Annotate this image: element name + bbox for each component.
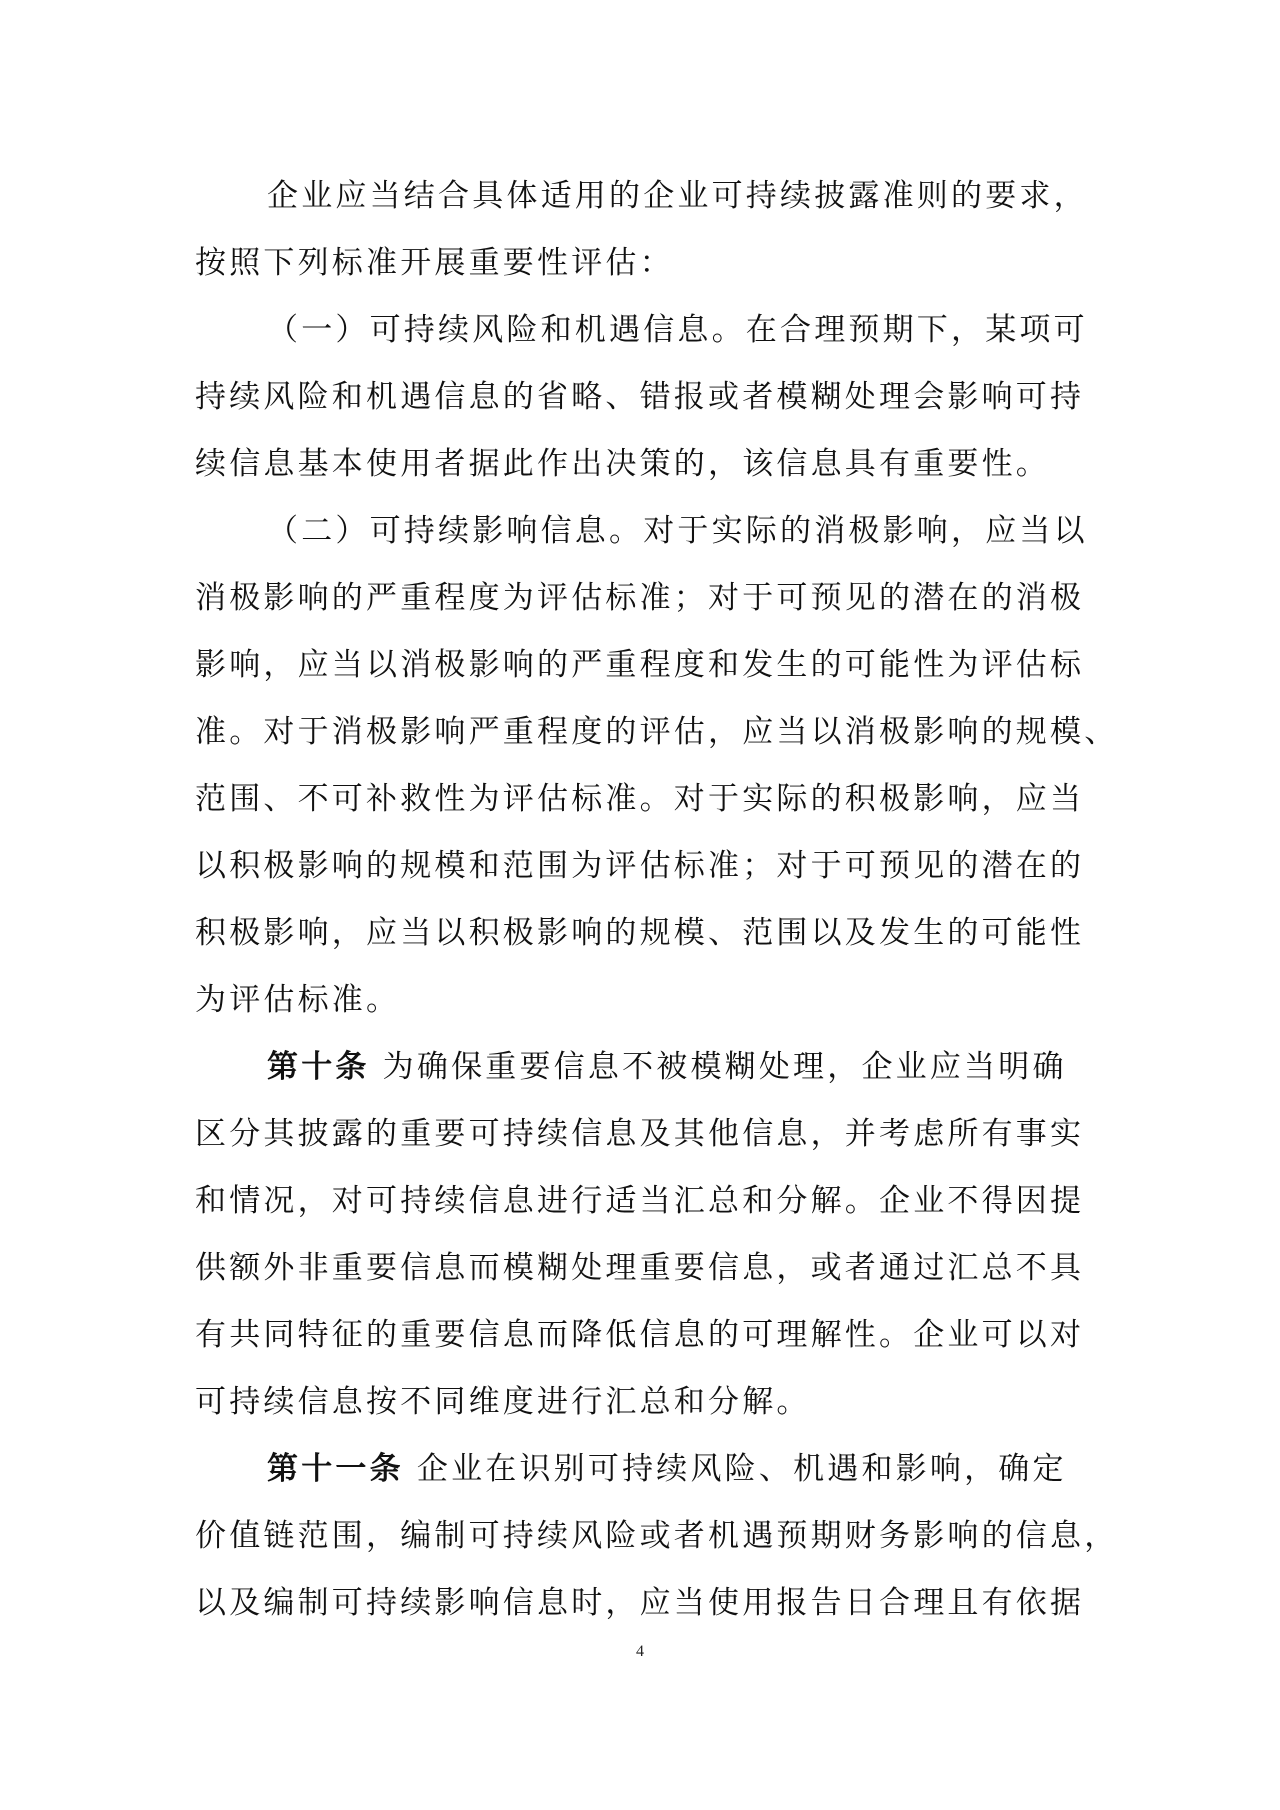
paragraph-line: 供额外非重要信息而模糊处理重要信息，或者通过汇总不具 [195, 1250, 1085, 1286]
paragraph-line: 以积极影响的规模和范围为评估标准；对于可预见的潜在的 [195, 848, 1085, 884]
paragraph-line: 价值链范围，编制可持续风险或者机遇预期财务影响的信息， [195, 1518, 1119, 1554]
page-number: 4 [636, 1643, 644, 1660]
article-11-text: 企业在识别可持续风险、机遇和影响，确定 [403, 1451, 1067, 1487]
paragraph-line: 按照下列标准开展重要性评估： [195, 245, 674, 281]
paragraph-line: 有共同特征的重要信息而降低信息的可理解性。企业可以对 [195, 1317, 1085, 1353]
paragraph-line: 区分其披露的重要可持续信息及其他信息，并考虑所有事实 [195, 1116, 1085, 1152]
paragraph-line: 以及编制可持续影响信息时，应当使用报告日合理且有依据 [195, 1585, 1085, 1621]
paragraph-line: 续信息基本使用者据此作出决策的，该信息具有重要性。 [195, 446, 1050, 482]
article-11-first-line [195, 1436, 1085, 1503]
paragraph-line: 范围、不可补救性为评估标准。对于实际的积极影响，应当 [195, 781, 1085, 817]
article-10-first-line [195, 1034, 1085, 1101]
article-10-heading: 第十条 [267, 1049, 370, 1085]
paragraph-line: 消极影响的严重程度为评估标准；对于可预见的潜在的消极 [195, 580, 1085, 616]
article-10-text: 为确保重要信息不被模糊处理，企业应当明确 [369, 1049, 1067, 1085]
paragraph-line: 和情况，对可持续信息进行适当汇总和分解。企业不得因提 [195, 1183, 1085, 1219]
paragraph-line: （二）可持续影响信息。对于实际的消极影响，应当以 [267, 513, 1088, 549]
article-11-heading: 第十一条 [267, 1451, 404, 1487]
body-text [195, 163, 1119, 1637]
paragraph-line: 企业应当结合具体适用的企业可持续披露准则的要求， [267, 178, 1088, 214]
paragraph-line: 积极影响，应当以积极影响的规模、范围以及发生的可能性 [195, 915, 1085, 951]
paragraph-line: （一）可持续风险和机遇信息。在合理预期下，某项可 [267, 312, 1088, 348]
paragraph-line: 可持续信息按不同维度进行汇总和分解。 [195, 1384, 811, 1420]
paragraph-line: 持续风险和机遇信息的省略、错报或者模糊处理会影响可持 [195, 379, 1085, 415]
paragraph-line: 影响，应当以消极影响的严重程度和发生的可能性为评估标 [195, 647, 1085, 683]
paragraph-line: 准。对于消极影响严重程度的评估，应当以消极影响的规模、 [195, 714, 1119, 750]
paragraph-line: 为评估标准。 [195, 982, 401, 1018]
